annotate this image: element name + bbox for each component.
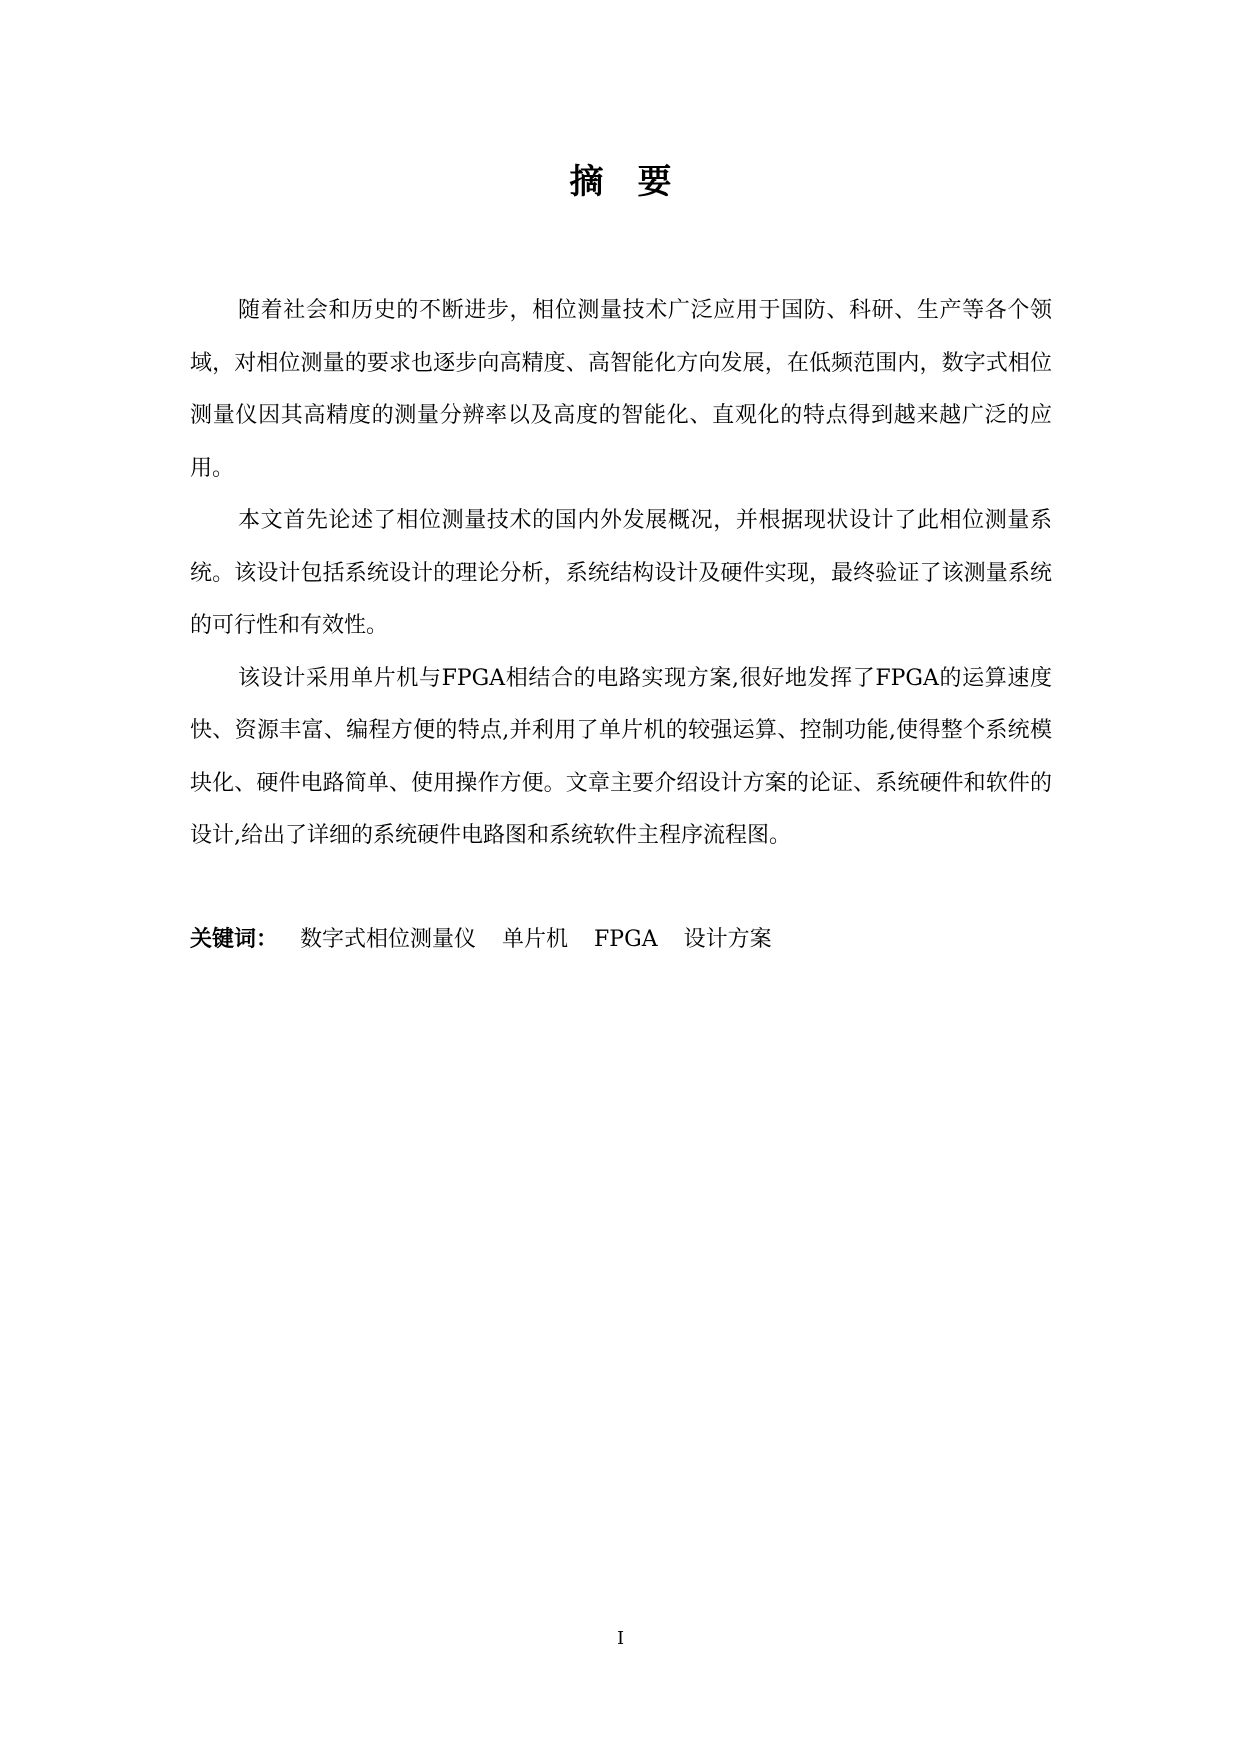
abstract-body <box>190 285 1052 863</box>
keywords-label: 关键词： <box>190 927 279 952</box>
abstract-paragraph-1: 随着社会和历史的不断进步，相位测量技术广泛应用于国防、科研、生产等各个领域，对相位测量的要求也逐步向高精度、高智能化方向发展，在低频范围内，数字式相位测量仪因其高精度的测量分辨率以及高度的智能化、直观化的特点得到越来越广泛的应用。 <box>190 298 1052 481</box>
keyword-item: 单片机 <box>502 927 569 952</box>
keyword-item: FPGA <box>594 927 658 952</box>
abstract-paragraph-2: 本文首先论述了相位测量技术的国内外发展概况，并根据现状设计了此相位测量系统。该设计包括系统设计的理论分析，系统结构设计及硬件实现，最终验证了该测量系统的可行性和有效性。 <box>190 508 1052 638</box>
abstract-title: 摘 要 <box>569 162 672 202</box>
page-number: I <box>616 1628 625 1649</box>
keywords-line <box>190 914 1052 966</box>
keyword-item: 数字式相位测量仪 <box>300 927 477 952</box>
abstract-paragraph-3: 该设计采用单片机与FPGA相结合的电路实现方案,很好地发挥了FPGA的运算速度快、资源丰富、编程方便的特点,并利用了单片机的较强运算、控制功能,使得整个系统模块化、硬件电路简单、使用操作方便。文章主要介绍设计方案的论证、系统硬件和软件的设计,给出了详细的系统硬件电路图和系统软件主程序流程图。 <box>190 665 1052 848</box>
keyword-item: 设计方案 <box>683 927 772 952</box>
